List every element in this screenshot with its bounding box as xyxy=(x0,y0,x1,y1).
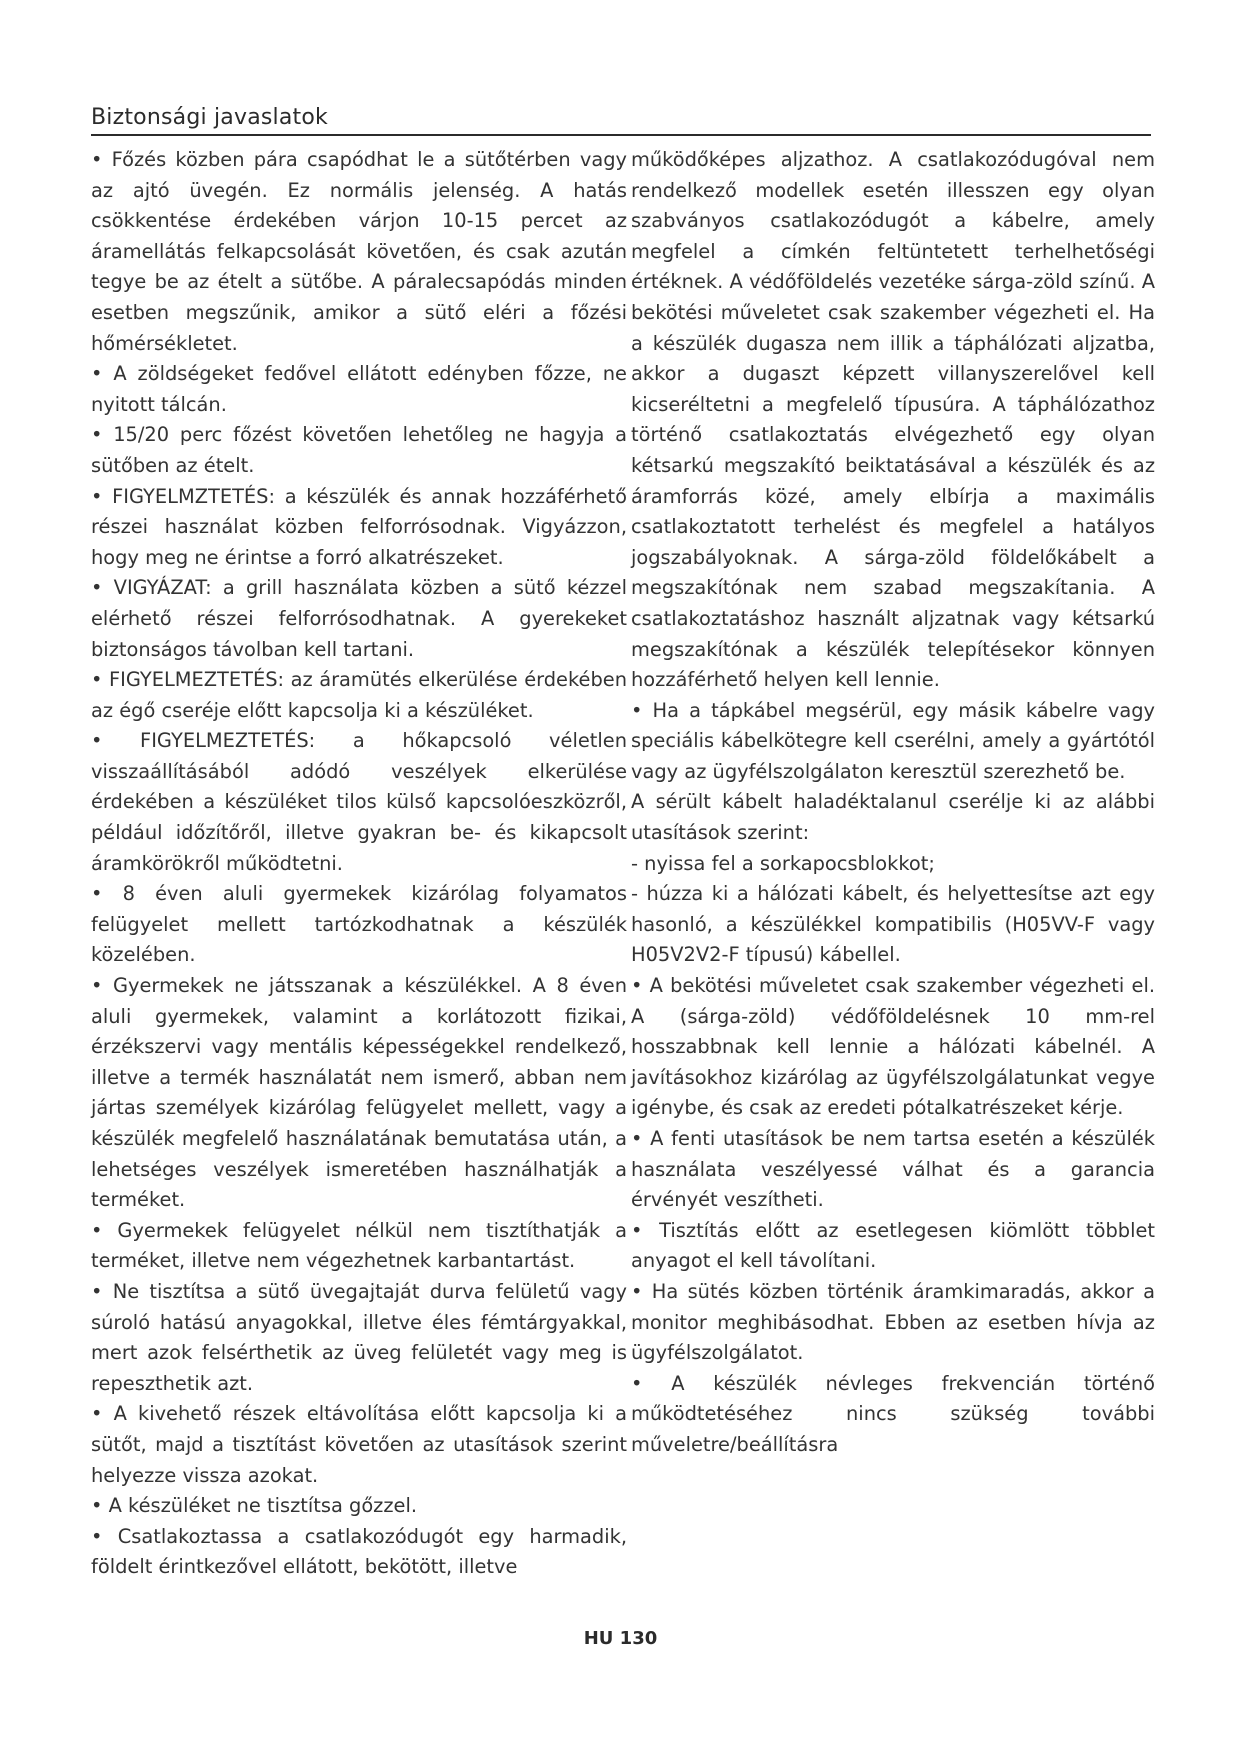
paragraph: - nyissa fel a sorkapocsblokkot; xyxy=(631,851,935,875)
paragraph: A sérült kábelt haladéktalanul cserélje ki az alábbi utasítások szerint: xyxy=(631,790,1155,845)
paragraph: • Ha sütés közben történik áramkimaradás, akkor a monitor meghibásodhat. Ebben az esetben hívja az ügyfélszolgálatot. xyxy=(631,1279,1155,1365)
paragraph: • 15/20 perc főzést követően lehetőleg ne hagyja a sütőben az ételt. xyxy=(91,423,627,477)
right-column xyxy=(631,145,1155,1461)
paragraph: • A fenti utasítások be nem tartsa esetén a készülék használata veszélyessé válhat és a garancia érvényét veszítheti. xyxy=(631,1127,1155,1212)
paragraph: • FIGYELMEZTETÉS: az áramütés elkerülése érdekében az égő cseréje előtt kapcsolja ki a készüléket. xyxy=(91,668,627,722)
paragraph: • Gyermekek felügyelet nélkül nem tisztíthatják a terméket, illetve nem végezhetnek karbantartást. xyxy=(91,1218,627,1273)
paragraph: • 8 éven aluli gyermekek kizárólag folyamatos felügyelet mellett tartózkodhatnak a készülék közelében. xyxy=(91,882,627,967)
paragraph: • Gyermekek ne játsszanak a készülékkel. A 8 éven aluli gyermekek, valamint a korlátozott fizikai, érzékszervi vagy mentális képességekkel rendelkező, illetve a termék használatát nem ismerő, abban nem jártas személyek kizárólag felügyelet mellett, vagy a készülék megfelelő használatának bemutatása után, a lehetséges veszélyek ismeretében használhatják a terméket. xyxy=(91,974,627,1212)
paragraph: működőképes aljzathoz. A csatlakozódugóval nem rendelkező modellek esetén illesszen egy olyan szabványos csatlakozódugót a kábelre, amely megfelel a címkén feltüntetett terhelhetőségi értéknek. A védőföldelés vezetéke sárga-zöld színű. A bekötési műveletet csak szakember végezheti el. Ha a készülék dugasza nem illik a táphálózati aljzatba, akkor a dugaszt képzett villanyszerelővel kell kicseréltetni a megfelelő típusúra. A táphálózathoz történő csatlakoztatás elvégezhető egy olyan kétsarkú megszakító beiktatásával a készülék és az áramforrás közé, amely elbírja a maximális csatlakoztatott terhelést és megfelel a hatályos jogszabályoknak. A sárga-zöld földelőkábelt a megszakítónak nem szabad megszakítania. A csatlakoztatáshoz használt aljzatnak vagy kétsarkú megszakítónak a készülék telepítésekor könnyen hozzáférhető helyen kell lennie. xyxy=(631,148,1155,692)
page-title: Biztonsági javaslatok xyxy=(91,105,328,130)
page-number: HU 130 xyxy=(583,1628,658,1649)
paragraph: • A kivehető részek eltávolítása előtt kapcsolja ki a sütőt, majd a tisztítást követően az utasítások szerint helyezze vissza azokat. xyxy=(91,1402,627,1487)
paragraph: - húzza ki a hálózati kábelt, és helyettesítse azt egy hasonló, a készülékkel kompatibilis (H05VV-F vagy H05V2V2-F típusú) kábellel. xyxy=(631,882,1155,967)
paragraph: • Tisztítás előtt az esetlegesen kiömlött többlet anyagot el kell távolítani. xyxy=(631,1218,1155,1273)
paragraph: • A készüléket ne tisztítsa gőzzel. xyxy=(91,1494,418,1518)
paragraph: • A bekötési műveletet csak szakember végezheti el. A (sárga-zöld) védőföldelésnek 10 mm-rel hosszabbnak kell lennie a hálózati kábelnél. A javításokhoz kizárólag az ügyfélszolgálatunkat vegye igénybe, és csak az eredeti pótalkatrészeket kérje. xyxy=(631,974,1155,1120)
paragraph: • VIGYÁZAT: a grill használata közben a sütő kézzel elérhető részei felforrósodhatnak. A gyerekeket biztonságos távolban kell tartani. xyxy=(91,576,627,661)
paragraph: • FIGYELMEZTETÉS: a hőkapcsoló véletlen visszaállításából adódó veszélyek elkerülése érdekében a készüléket tilos külső kapcsolóeszközről, például időzítőről, illetve gyakran be- és kikapcsolt áramkörökről működtetni. xyxy=(91,729,627,875)
left-column xyxy=(91,145,627,1583)
paragraph: • Ne tisztítsa a sütő üvegajtaját durva felületű vagy súroló hatású anyagokkal, illetve éles fémtárgyakkal, mert azok felsérthetik az üveg felületét vagy meg is repeszthetik azt. xyxy=(91,1279,627,1395)
paragraph: • Ha a tápkábel megsérül, egy másik kábelre vagy speciális kábelkötegre kell cserélni, amely a gyártótól vagy az ügyfélszolgálaton keresztül szerezhető be. xyxy=(631,698,1155,783)
paragraph: • Főzés közben pára csapódhat le a sütőtérben vagy az ajtó üvegén. Ez normális jelenség. A hatás csökkentése érdekében várjon 10-15 percet az áramellátás felkapcsolását követően, és csak azután tegye be az ételt a sütőbe. A páralecsapódás minden esetben megszűnik, amikor a sütő eléri a főzési hőmérsékletet. xyxy=(91,148,627,355)
paragraph: • FIGYELMZTETÉS: a készülék és annak hozzáférhető részei használat közben felforrósodnak. Vigyázzon, hogy meg ne érintse a forró alkatrészeket. xyxy=(91,484,627,569)
paragraph: • A zöldségeket fedővel ellátott edényben főzze, ne nyitott tálcán. xyxy=(91,362,627,416)
paragraph: • Csatlakoztassa a csatlakozódugót egy harmadik, földelt érintkezővel ellátott, bekötött, illetve xyxy=(91,1524,627,1579)
page-header xyxy=(91,103,1151,136)
paragraph: • A készülék névleges frekvencián történő működtetéséhez nincs szükség további műveletre/beállításra xyxy=(631,1371,1155,1456)
